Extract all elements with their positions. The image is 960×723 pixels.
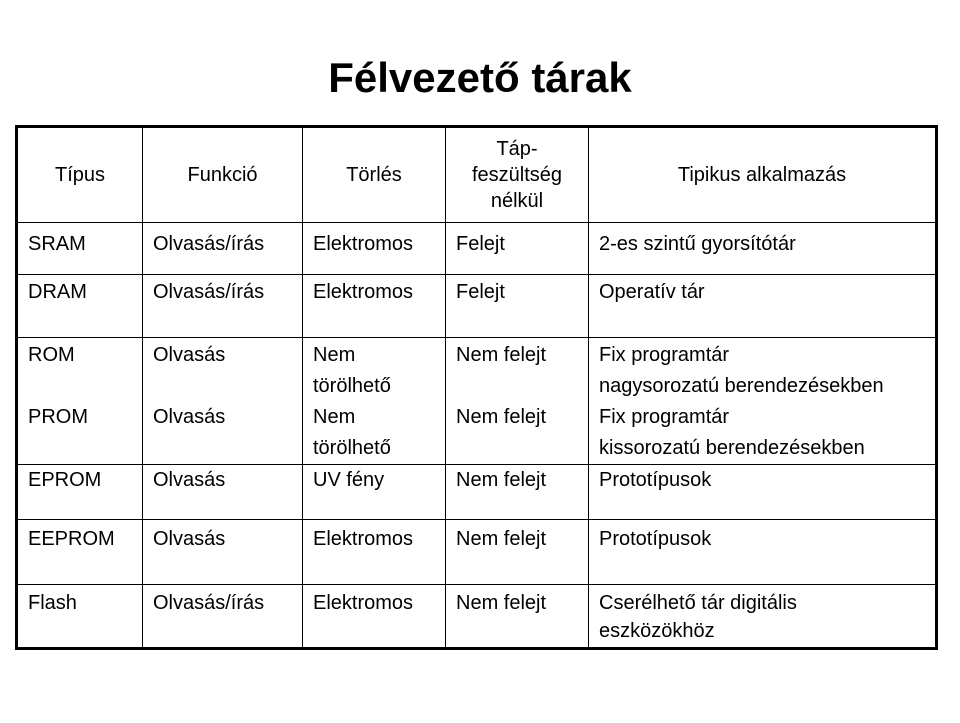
cell-application: Fix programtár kissorozatú berendezésekben	[589, 402, 937, 465]
table-row-eprom	[17, 465, 937, 520]
table-row-dram	[17, 275, 937, 338]
cell-function: Olvasás/írás	[143, 585, 303, 649]
cell-nonvolatile: Nem felejt	[446, 520, 589, 585]
cell-type: Flash	[17, 585, 143, 649]
cell-nonvolatile: Nem felejt	[446, 402, 589, 465]
cell-type: SRAM	[17, 223, 143, 275]
cell-erase: UV fény	[303, 465, 446, 520]
header-application: Tipikus alkalmazás	[589, 127, 937, 223]
cell-nonvolatile: Felejt	[446, 223, 589, 275]
cell-nonvolatile: Nem felejt	[446, 465, 589, 520]
cell-erase: Elektromos	[303, 520, 446, 585]
cell-erase: Elektromos	[303, 585, 446, 649]
cell-type: EPROM	[17, 465, 143, 520]
cell-type: ROM	[17, 338, 143, 403]
page-title: Félvezető tárak	[328, 54, 632, 101]
header-nonvolatile: Táp- feszültség nélkül	[446, 127, 589, 223]
cell-application: Operatív tár	[589, 275, 937, 338]
cell-erase: Nem törölhető	[303, 402, 446, 465]
cell-function: Olvasás	[143, 520, 303, 585]
table-row-prom	[17, 402, 937, 465]
cell-nonvolatile: Nem felejt	[446, 338, 589, 403]
cell-function: Olvasás	[143, 402, 303, 465]
cell-application: 2-es szintű gyorsítótár	[589, 223, 937, 275]
cell-function: Olvasás/írás	[143, 275, 303, 338]
cell-application: Fix programtár nagysorozatú berendezésekben	[589, 338, 937, 403]
cell-type: DRAM	[17, 275, 143, 338]
cell-application: Cserélhető tár digitális eszközökhöz	[589, 585, 937, 649]
table-row-sram	[17, 223, 937, 275]
cell-function: Olvasás	[143, 465, 303, 520]
cell-erase: Elektromos	[303, 223, 446, 275]
cell-function: Olvasás/írás	[143, 223, 303, 275]
cell-erase: Elektromos	[303, 275, 446, 338]
cell-type: EEPROM	[17, 520, 143, 585]
cell-nonvolatile: Felejt	[446, 275, 589, 338]
cell-erase: Nem törölhető	[303, 338, 446, 403]
table-row-eeprom	[17, 520, 937, 585]
table-row-rom	[17, 338, 937, 403]
header-type: Típus	[17, 127, 143, 223]
table-header-row	[17, 127, 937, 223]
cell-function: Olvasás	[143, 338, 303, 403]
cell-nonvolatile: Nem felejt	[446, 585, 589, 649]
table-row-flash	[17, 585, 937, 649]
memory-types-table	[15, 125, 938, 650]
header-function: Funkció	[143, 127, 303, 223]
cell-type: PROM	[17, 402, 143, 465]
header-erase: Törlés	[303, 127, 446, 223]
cell-application: Prototípusok	[589, 465, 937, 520]
cell-application: Prototípusok	[589, 520, 937, 585]
